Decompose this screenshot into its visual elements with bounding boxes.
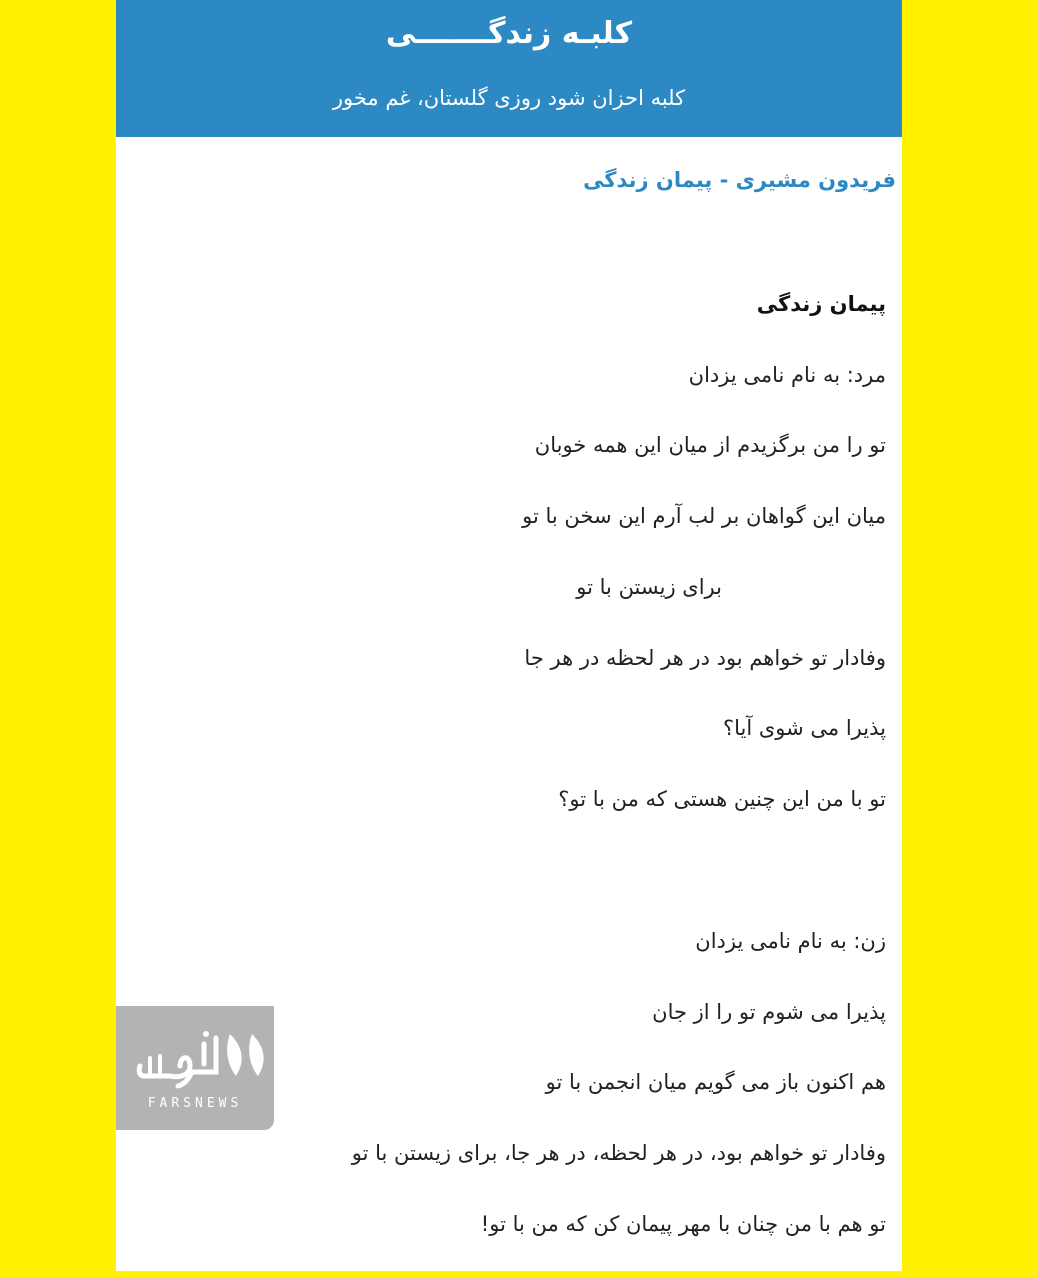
blog-page (116, 0, 902, 1271)
poem-heading: پیمان زندگی (756, 292, 886, 316)
poem-line: برای زیستن با تو (576, 575, 722, 599)
blog-subtitle: کلبه احزان شود روزی گلستان، غم مخور (332, 86, 686, 110)
poem-line: تو هم با من چنان با مهر پیمان کن که من با تو! (480, 1212, 886, 1236)
poem-line: تو را من برگزیدم از میان این همه خوبان (534, 433, 886, 457)
post-title-link[interactable]: فریدون مشیری - پیمان زندگی (583, 168, 896, 192)
farsnews-logo-icon (134, 1026, 264, 1092)
watermark-caption: FARSNEWS (147, 1096, 243, 1111)
blog-header (116, 0, 902, 137)
poem-line: پذیرا می شوم تو را از جان (652, 1000, 886, 1024)
blog-title[interactable]: کلبـه زندگـــــــی (385, 16, 633, 51)
farsnews-watermark (116, 1006, 274, 1130)
poem-line: هم اکنون باز می گویم میان انجمن با تو (545, 1070, 886, 1094)
poem-line: میان این گواهان بر لب آرم این سخن با تو (522, 504, 886, 528)
poem-line: وفادار تو خواهم بود، در هر لحظه، در هر جا، برای زیستن با تو (351, 1141, 886, 1165)
poem-line: پذیرا می شوی آیا؟ (722, 716, 886, 740)
poem-line: زن: به نام نامی یزدان (695, 929, 886, 953)
poem-line: مرد: به نام نامی یزدان (688, 363, 886, 387)
poem-line: تو با من این چنین هستی که من با تو؟ (558, 787, 886, 811)
poem-line: وفادار تو خواهم بود در هر لحظه در هر جا (524, 646, 886, 670)
